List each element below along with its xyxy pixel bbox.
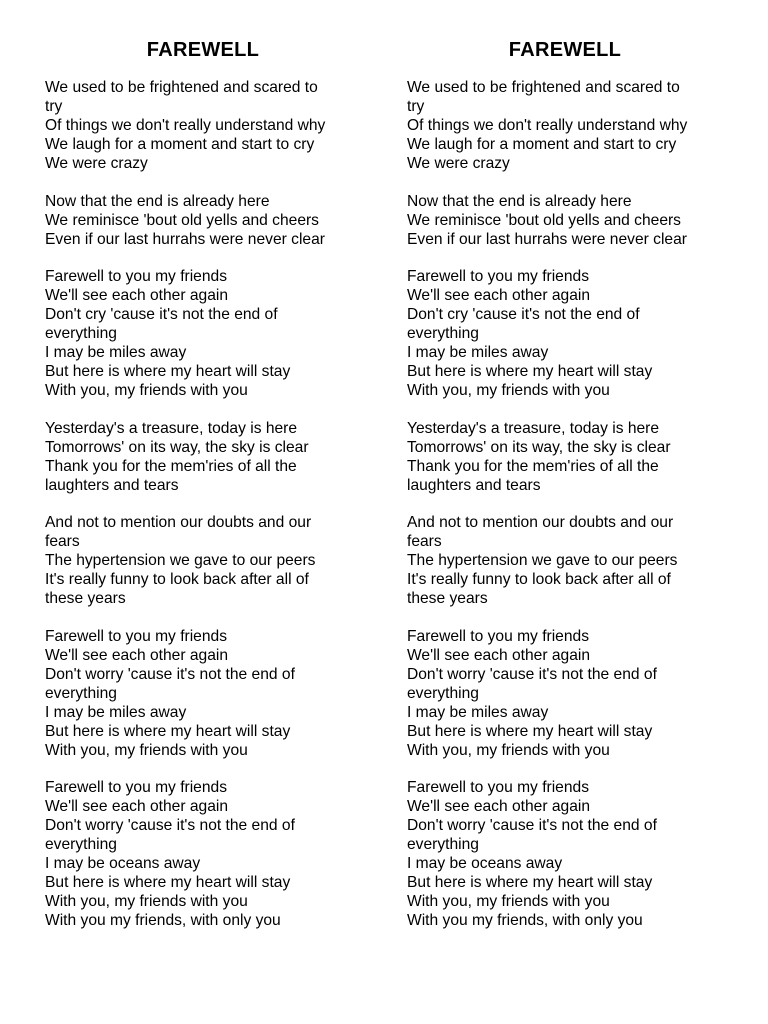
lyric-line: We'll see each other again bbox=[45, 287, 228, 304]
lyric-line: Now that the end is already here bbox=[45, 192, 270, 210]
lyric-line: Of things we don't really understand why bbox=[407, 117, 688, 134]
lyric-line: We'll see each other again bbox=[407, 798, 590, 815]
lyric-line: With you, my friends with you bbox=[407, 741, 610, 759]
lyric-line: With you, my friends with you bbox=[407, 893, 610, 910]
lyric-line: everything bbox=[407, 836, 479, 853]
lyric-line: laughters and tears bbox=[407, 476, 541, 494]
stanza bbox=[45, 513, 375, 608]
stanza bbox=[45, 267, 375, 400]
stanza bbox=[407, 78, 737, 173]
lyric-line: these years bbox=[407, 590, 488, 607]
lyric-line: fears bbox=[407, 533, 442, 550]
lyric-line: We'll see each other again bbox=[45, 798, 228, 815]
stanza bbox=[45, 778, 375, 930]
lyric-line: We used to be frightened and scared to bbox=[45, 79, 318, 96]
lyric-line: Even if our last hurrahs were never clear bbox=[45, 230, 325, 248]
stanza-list bbox=[407, 78, 737, 930]
lyric-line: Don't cry 'cause it's not the end of bbox=[407, 306, 640, 323]
stanza bbox=[45, 419, 375, 495]
lyric-line: I may be miles away bbox=[407, 703, 549, 721]
lyric-line: Thank you for the mem'ries of all the bbox=[45, 457, 297, 475]
lyric-line: With you, my friends with you bbox=[45, 893, 248, 910]
lyric-line: I may be oceans away bbox=[407, 855, 563, 872]
lyric-line: We laugh for a moment and start to cry bbox=[45, 136, 315, 153]
lyric-line: With you my friends, with only you bbox=[407, 912, 643, 929]
lyric-line: But here is where my heart will stay bbox=[45, 363, 291, 380]
stanza bbox=[407, 627, 737, 760]
stanza bbox=[407, 513, 737, 608]
lyric-line: Don't worry 'cause it's not the end of bbox=[407, 665, 657, 683]
lyric-line: With you my friends, with only you bbox=[45, 912, 281, 929]
lyrics-column-left bbox=[45, 36, 375, 949]
lyric-line: We'll see each other again bbox=[45, 646, 228, 664]
song-title: FAREWELL bbox=[146, 39, 260, 61]
lyric-line: Even if our last hurrahs were never clear bbox=[407, 230, 687, 248]
lyric-line: Farewell to you my friends bbox=[45, 627, 227, 645]
lyric-line: It's really funny to look back after all of bbox=[45, 571, 309, 588]
lyric-line: We'll see each other again bbox=[407, 287, 590, 304]
lyric-line: But here is where my heart will stay bbox=[45, 722, 291, 740]
lyric-line: But here is where my heart will stay bbox=[407, 722, 653, 740]
stanza bbox=[407, 192, 737, 249]
lyric-line: everything bbox=[45, 684, 117, 702]
lyric-line: And not to mention our doubts and our bbox=[45, 514, 312, 531]
stanza bbox=[407, 267, 737, 400]
lyric-line: everything bbox=[407, 684, 479, 702]
lyric-line: Yesterday's a treasure, today is here bbox=[45, 419, 298, 437]
lyric-line: And not to mention our doubts and our bbox=[407, 514, 674, 531]
lyric-line: Of things we don't really understand why bbox=[45, 117, 326, 134]
lyric-line: I may be miles away bbox=[45, 703, 187, 721]
lyric-line: Farewell to you my friends bbox=[407, 268, 589, 285]
stanza bbox=[45, 627, 375, 760]
lyric-line: laughters and tears bbox=[45, 476, 179, 494]
stanza-list bbox=[45, 78, 375, 930]
lyric-line: With you, my friends with you bbox=[45, 382, 248, 399]
lyrics-column-right bbox=[407, 36, 737, 949]
lyric-line: With you, my friends with you bbox=[407, 382, 610, 399]
lyric-line: Tomorrows' on its way, the sky is clear bbox=[45, 438, 309, 456]
lyric-line: I may be oceans away bbox=[45, 855, 201, 872]
lyric-line: these years bbox=[45, 590, 126, 607]
lyric-line: Farewell to you my friends bbox=[407, 627, 589, 645]
stanza bbox=[407, 778, 737, 930]
lyric-line: I may be miles away bbox=[407, 344, 549, 361]
lyric-line: It's really funny to look back after all of bbox=[407, 571, 671, 588]
lyric-line: But here is where my heart will stay bbox=[407, 363, 653, 380]
lyric-line: Don't cry 'cause it's not the end of bbox=[45, 306, 278, 323]
lyric-line: Don't worry 'cause it's not the end of bbox=[407, 817, 657, 834]
lyric-line: We laugh for a moment and start to cry bbox=[407, 136, 677, 153]
lyric-line: Yesterday's a treasure, today is here bbox=[407, 419, 660, 437]
lyric-line: I may be miles away bbox=[45, 344, 187, 361]
lyric-line: We were crazy bbox=[45, 155, 148, 172]
lyric-line: We'll see each other again bbox=[407, 646, 590, 664]
lyric-line: Farewell to you my friends bbox=[45, 779, 227, 796]
lyric-line: Tomorrows' on its way, the sky is clear bbox=[407, 438, 671, 456]
lyric-line: We were crazy bbox=[407, 155, 510, 172]
lyric-line: We used to be frightened and scared to bbox=[407, 79, 680, 96]
lyric-line: We reminisce 'bout old yells and cheers bbox=[45, 211, 319, 229]
lyric-line: everything bbox=[407, 325, 479, 342]
lyric-line: The hypertension we gave to our peers bbox=[45, 552, 316, 569]
lyric-line: But here is where my heart will stay bbox=[407, 874, 653, 891]
lyric-line: Don't worry 'cause it's not the end of bbox=[45, 817, 295, 834]
lyric-line: Farewell to you my friends bbox=[407, 779, 589, 796]
lyric-line: Now that the end is already here bbox=[407, 192, 632, 210]
lyric-line: Farewell to you my friends bbox=[45, 268, 227, 285]
lyric-line: But here is where my heart will stay bbox=[45, 874, 291, 891]
lyric-line: Thank you for the mem'ries of all the bbox=[407, 457, 659, 475]
lyric-line: try bbox=[45, 98, 63, 115]
lyric-line: everything bbox=[45, 836, 117, 853]
lyric-line: Don't worry 'cause it's not the end of bbox=[45, 665, 295, 683]
lyric-line: fears bbox=[45, 533, 80, 550]
lyric-line: We reminisce 'bout old yells and cheers bbox=[407, 211, 681, 229]
lyric-line: try bbox=[407, 98, 425, 115]
stanza bbox=[45, 192, 375, 249]
stanza bbox=[407, 419, 737, 495]
song-title: FAREWELL bbox=[508, 39, 622, 61]
stanza bbox=[45, 78, 375, 173]
lyric-line: With you, my friends with you bbox=[45, 741, 248, 759]
lyric-line: The hypertension we gave to our peers bbox=[407, 552, 678, 569]
lyric-line: everything bbox=[45, 325, 117, 342]
